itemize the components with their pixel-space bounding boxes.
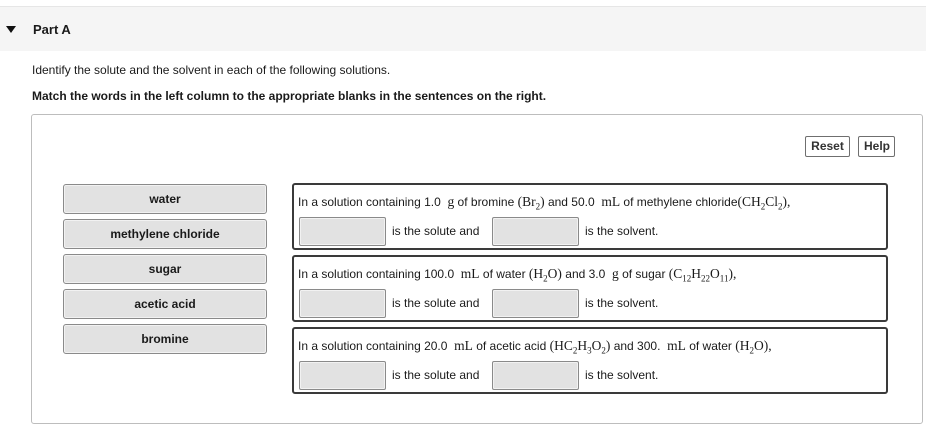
collapse-caret-icon[interactable] <box>6 26 16 33</box>
sentence-text: In a solution containing 20.0 mL of acetic acid $(HC_2H_3O_2)$ and 300. mL of water $(H_2O)$, <box>298 338 772 356</box>
sentence-box-3 <box>292 327 888 394</box>
word-tile-acetic-acid[interactable]: acetic acid <box>63 289 267 319</box>
formula: $(C_{12}H_{22}O_{11})$, <box>668 266 737 284</box>
sentence-box-2 <box>292 255 888 322</box>
solute-label: is the solute and <box>392 224 480 238</box>
solvent-label: is the solvent. <box>585 224 659 238</box>
part-header[interactable] <box>0 6 926 51</box>
part-title: Part A <box>33 22 71 37</box>
solvent-drop-zone[interactable] <box>492 217 579 246</box>
help-button[interactable]: Help <box>858 136 895 157</box>
reset-button[interactable]: Reset <box>805 136 850 157</box>
solvent-label: is the solvent. <box>585 296 659 310</box>
formula: $(H_2O)$, <box>735 338 772 356</box>
solute-drop-zone[interactable] <box>299 217 386 246</box>
sentence-box-1 <box>292 183 888 250</box>
formula: $(CH_2Cl_2)$, <box>737 194 791 212</box>
word-tile-sugar[interactable]: sugar <box>63 254 267 284</box>
formula: $(H_2O)$ <box>528 266 562 284</box>
solute-drop-zone[interactable] <box>299 361 386 390</box>
solute-drop-zone[interactable] <box>299 289 386 318</box>
word-tile-methylene-chloride[interactable]: methylene chloride <box>63 219 267 249</box>
solute-label: is the solute and <box>392 296 480 310</box>
solvent-label: is the solvent. <box>585 368 659 382</box>
solvent-drop-zone[interactable] <box>492 361 579 390</box>
sentence-text: In a solution containing 1.0 g of bromine $(Br_2)$ and 50.0 mL of methylene $chloride(CH_2Cl_2)$, <box>298 194 791 212</box>
formula: $(HC_2H_3O_2)$ <box>549 338 611 356</box>
solvent-drop-zone[interactable] <box>492 289 579 318</box>
sentence-text: In a solution containing 100.0 mL of water $(H_2O)$ and 3.0 g of sugar $(C_{12}H_{22}O_{11})$, <box>298 266 737 284</box>
solute-label: is the solute and <box>392 368 480 382</box>
formula: $(Br_2)$ <box>517 194 545 212</box>
instructions-text: Identify the solute and the solvent in each of the following solutions. <box>32 63 391 77</box>
matching-instructions: Match the words in the left column to the appropriate blanks in the sentences on the right. <box>32 89 547 103</box>
word-tile-water[interactable]: water <box>63 184 267 214</box>
word-tile-bromine[interactable]: bromine <box>63 324 267 354</box>
